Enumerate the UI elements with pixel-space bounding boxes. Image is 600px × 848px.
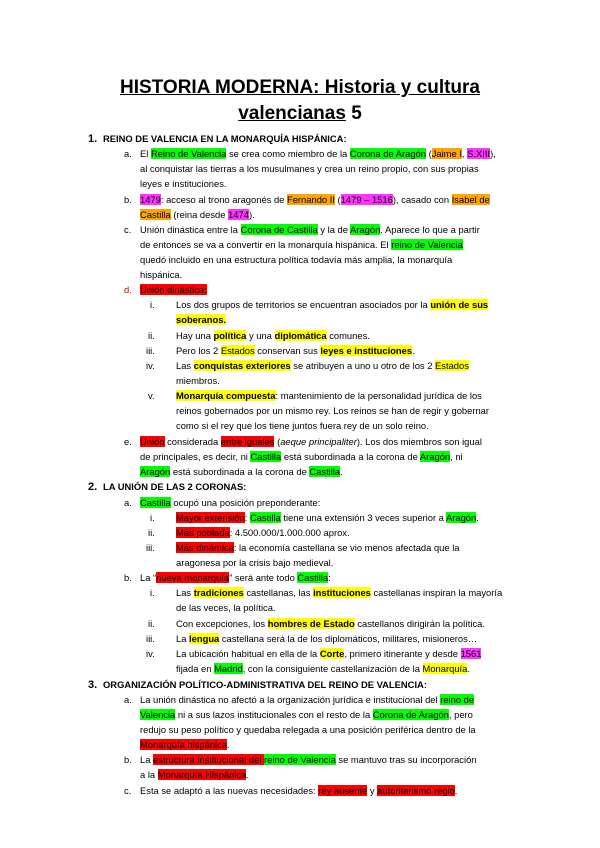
list-marker: i. (150, 299, 155, 310)
list-marker: i. (150, 512, 155, 523)
list-marker: a. (124, 148, 132, 159)
list-marker: b. (124, 572, 132, 583)
text-run: : 4.500.000/1.000.000 aprox. (229, 527, 350, 538)
text-run: . Aparece lo que a partir (380, 224, 480, 235)
text-run: de principales, es decir, ni (140, 451, 251, 462)
s1-d-v-line-1 (176, 390, 482, 402)
s2-b-ii (176, 618, 485, 630)
text-run: : (328, 572, 331, 583)
list-marker: a. (124, 497, 132, 508)
s2-a-i (176, 512, 479, 524)
text-run: política (213, 330, 247, 341)
text-run: unión de sus (430, 299, 489, 310)
s1-d-v-line-3: como si el rey que los tiene juntos fuera rey de un solo reino. (176, 420, 429, 431)
text-run: y (367, 785, 378, 796)
text-run: tiene una extensión 3 veces superior a (280, 512, 446, 523)
section-title: ORGANIZACIÓN POLÍTICO-ADMINISTRATIVA DEL REINO DE VALENCIA: (103, 679, 427, 690)
text-run: ocupó una posición preponderante: (170, 497, 321, 508)
list-marker: ii. (148, 330, 155, 341)
text-run: Monarquía (422, 663, 468, 674)
highlight-green: Corona de Aragón (349, 148, 426, 159)
text-run: Los dos grupos de territorios se encuentran asociados por la (176, 299, 431, 310)
text-run: considerada (164, 436, 221, 447)
text-run: comunes. (326, 330, 370, 341)
text-run: Mayor extensión (176, 512, 245, 523)
highlight-orange: Jaime I (431, 148, 462, 159)
s1-b-line-1 (140, 194, 490, 206)
text-run: reino de Valencia (264, 754, 336, 765)
text-run: 1561 (460, 648, 482, 659)
s3-a-line-4 (140, 739, 230, 751)
page-title (90, 75, 510, 101)
text-run: Esta se adaptó a las nuevas necesidades: (140, 785, 319, 796)
text-run: Monarquía hispánica (140, 739, 228, 750)
text-run: hombres de Estado (267, 618, 355, 629)
text-run: La “ (140, 572, 157, 583)
s3-b-line-1 (140, 754, 477, 766)
text-run: reino de (440, 694, 475, 705)
s1-d-iv-line-2: miembros. (176, 375, 220, 386)
text-run: , pero (448, 709, 473, 720)
highlight-green: Reino de Valencia (150, 148, 227, 159)
s3-c (140, 785, 457, 797)
text-run: Aragón (445, 512, 477, 523)
text-run: , (461, 148, 468, 159)
text-run: reino de Valencia (391, 239, 463, 250)
text-run: estructura institucional del (153, 754, 265, 765)
text-run: soberanos. (176, 314, 227, 325)
text-run: está subordinada a la corona de (170, 466, 310, 477)
s2-b (140, 572, 331, 584)
s3-b-line-2 (140, 769, 249, 781)
text-run: Castilla (140, 497, 171, 508)
s3-a-line-1 (140, 694, 474, 706)
text-run: ni a sus lazos institucionales con el resto de la (175, 709, 373, 720)
s1-a-line-3: leyes e instituciones. (140, 178, 227, 189)
s1-d-i-line-1 (176, 299, 488, 311)
text-run: : mantenimiento de la personalidad jurídica de los (275, 390, 482, 401)
text-run: ( (334, 194, 341, 205)
text-run: y una (246, 330, 275, 341)
s1-b-line-2 (140, 209, 255, 221)
text-run: Valencia (140, 709, 176, 720)
text-run: nueva monarquía (156, 572, 230, 583)
s1-d-i-line-2 (176, 314, 226, 326)
text-run: (reina desde (170, 209, 229, 220)
s2-a (140, 497, 320, 509)
s1-e-line-3 (140, 466, 343, 478)
text-run: Corona de Aragón (372, 709, 449, 720)
text-run: . (246, 769, 249, 780)
s1-e-line-2 (140, 451, 463, 463)
list-marker: d. (124, 284, 132, 295)
list-marker: iii. (146, 542, 155, 553)
text-run: se crea como miembro de la (226, 148, 350, 159)
text-run: , ni (450, 451, 463, 462)
highlight-magenta: S.XIII (467, 148, 491, 159)
text-run: aeque principaliter (280, 436, 357, 447)
s2-b-iv-line-1 (176, 648, 481, 660)
text-run: diplomática (274, 330, 327, 341)
text-run: Castilla (309, 466, 341, 477)
text-run: Más dinámica (176, 542, 234, 553)
text-run: a la (140, 769, 158, 780)
text-run: Corona de Castilla (240, 224, 318, 235)
text-run: ). (248, 209, 255, 220)
text-run: . (454, 785, 458, 796)
s2-b-i-line-2: de las veces, la política. (176, 602, 276, 613)
text-run: Con excepciones, los (176, 618, 268, 629)
text-run: . (467, 663, 470, 674)
text-run: . (412, 345, 415, 356)
text-run: leyes e instituciones (320, 345, 413, 356)
s1-c-line-3: quedó incluido en una estructura política todavía más amplia, la monarquía (140, 254, 453, 265)
title-line-1: HISTORIA MODERNA: Historia y cultura (120, 77, 480, 98)
s1-d-iv-line-1 (176, 360, 469, 372)
text-run: Estados (435, 360, 469, 371)
text-run: La unión dinástica no afectó a la organización jurídica e institucional del (140, 694, 441, 705)
section-number: 1. (88, 133, 98, 145)
section-number: 3. (88, 679, 98, 691)
section-title: LA UNIÓN DE LAS 2 CORONAS: (103, 481, 247, 492)
text-run: 1474 (228, 209, 249, 220)
s2-a-iii-line-1 (176, 542, 460, 554)
s1-e-line-1 (140, 436, 482, 448)
text-run: Unión dinástica entre la (140, 224, 241, 235)
text-run: Las (176, 587, 194, 598)
text-run: castellanas inspiran la mayoría (370, 587, 503, 598)
text-run: Unión (140, 436, 165, 447)
s1-c-line-4: hispánica. (140, 269, 183, 280)
list-marker: c. (124, 785, 132, 796)
s1-d-heading (140, 284, 207, 296)
list-marker: iii. (146, 633, 155, 644)
text-run: Castilla (140, 209, 171, 220)
text-run: 1479 – 1516 (340, 194, 393, 205)
text-run: Pero los 2 (176, 345, 221, 356)
text-run: Castilla (250, 512, 281, 523)
text-run: Corte (319, 648, 345, 659)
text-run: lengua (189, 633, 220, 644)
text-run: Estados (220, 345, 255, 356)
list-marker: i. (150, 587, 155, 598)
text-run: La (140, 754, 154, 765)
text-run: está subordinada a la corona de (281, 451, 420, 462)
list-marker: b. (124, 754, 132, 765)
text-run: ” será ante todo (229, 572, 298, 583)
s1-d-ii (176, 330, 370, 342)
text-run: Aragón (419, 451, 451, 462)
list-marker: ii. (148, 527, 155, 538)
text-run: . (340, 466, 343, 477)
text-run: El (140, 148, 151, 159)
text-run: Castilla (250, 451, 282, 462)
text-run: fijada en (176, 663, 215, 674)
text-run: instituciones (313, 587, 371, 598)
text-run: se atribuyen a uno u otro de los 2 (290, 360, 436, 371)
list-marker: iv. (146, 360, 155, 371)
list-marker: iv. (146, 648, 155, 659)
text-run: autoritarismo regio (377, 785, 455, 796)
text-run: castellanas, las (243, 587, 314, 598)
s1-d-v-line-2: reinos gobernados por un mismo rey. Los reinos se han de regir y gobernar (176, 405, 490, 416)
text-run: ( (425, 148, 432, 159)
s2-b-iv-line-2 (176, 663, 470, 675)
text-run: y la de (317, 224, 351, 235)
list-marker: ii. (148, 618, 155, 629)
section-number: 2. (88, 481, 98, 493)
text-run: : (244, 512, 251, 523)
text-run: La (176, 633, 190, 644)
text-run: rey ausente (318, 785, 368, 796)
s1-d-iii (176, 345, 415, 357)
text-run: , primero itinerante y desde (344, 648, 461, 659)
list-marker: iii. (146, 345, 155, 356)
text-run: se mantuvo tras su incorporación (335, 754, 477, 765)
text-run: 1479 (140, 194, 161, 205)
text-run: Monarquía compuesta (176, 390, 276, 401)
text-run: : la economía castellana se vio menos afectada que la (233, 542, 460, 553)
s2-b-i-line-1 (176, 587, 502, 599)
text-run: ), casado con (392, 194, 452, 205)
text-run: Aragón (140, 466, 171, 477)
text-run: La ubicación habitual en ella de la (176, 648, 320, 659)
text-run: Madrid (214, 663, 243, 674)
text-run: castellanos dirigirán la política. (354, 618, 485, 629)
section-2-heading (88, 481, 246, 493)
s1-c-line-1 (140, 224, 480, 236)
list-marker: v. (148, 390, 155, 401)
text-run: Fernando II (286, 194, 335, 205)
text-run: . (227, 739, 230, 750)
s2-b-iii (176, 633, 477, 645)
text-run: Unión dinástica: (140, 284, 207, 295)
text-run: ), (490, 148, 496, 159)
section-3-heading (88, 679, 427, 691)
text-run: Más poblada (176, 527, 230, 538)
text-run: Hay una (176, 330, 214, 341)
text-run: , con la consiguiente castellanización de la (242, 663, 423, 674)
text-run: Las (176, 360, 194, 371)
text-run: Aragón (350, 224, 381, 235)
s1-c-line-2 (140, 239, 463, 251)
list-marker: c. (124, 224, 132, 235)
section-1-heading (88, 133, 347, 145)
s1-a-line-1 (140, 148, 496, 160)
page-title-line-2 (90, 101, 510, 127)
s1-a-line-2: al conquistar las tierras a los musulmanes y crea un reino propio, con sus propias (140, 163, 479, 174)
text-run: conservan sus (254, 345, 321, 356)
text-run: de entonces se va a convertir en la monarquía hispánica. El (140, 239, 392, 250)
text-run: Monarquía Hispánica (157, 769, 247, 780)
text-run: . (476, 512, 479, 523)
title-number: 5 (345, 103, 362, 124)
s2-a-ii (176, 527, 350, 539)
text-run: : acceso al trono aragonés de (160, 194, 287, 205)
list-marker: e. (124, 436, 132, 447)
s3-a-line-3: redujo su peso político y quedaba relegada a una posición periférica dentro de la (140, 724, 476, 735)
title-line-2: valencianas (238, 103, 346, 124)
list-marker: a. (124, 694, 132, 705)
s3-a-line-2 (140, 709, 473, 721)
text-run: tradiciones (193, 587, 244, 598)
text-run: Castilla (297, 572, 329, 583)
text-run: Isabel de (451, 194, 490, 205)
list-marker: b. (124, 194, 132, 205)
text-run: ( (274, 436, 281, 447)
text-run: entre iguales (220, 436, 275, 447)
text-run: conquistas exteriores (193, 360, 291, 371)
text-run: ). Los dos miembros son igual (356, 436, 482, 447)
s2-a-iii-line-2: aragonesa por la crisis bajo medieval. (176, 557, 334, 568)
section-title: REINO DE VALENCIA EN LA MONARQUÍA HISPÁNICA: (103, 133, 347, 144)
text-run: castellana será la de los diplomáticos, militares, misioneros… (219, 633, 478, 644)
